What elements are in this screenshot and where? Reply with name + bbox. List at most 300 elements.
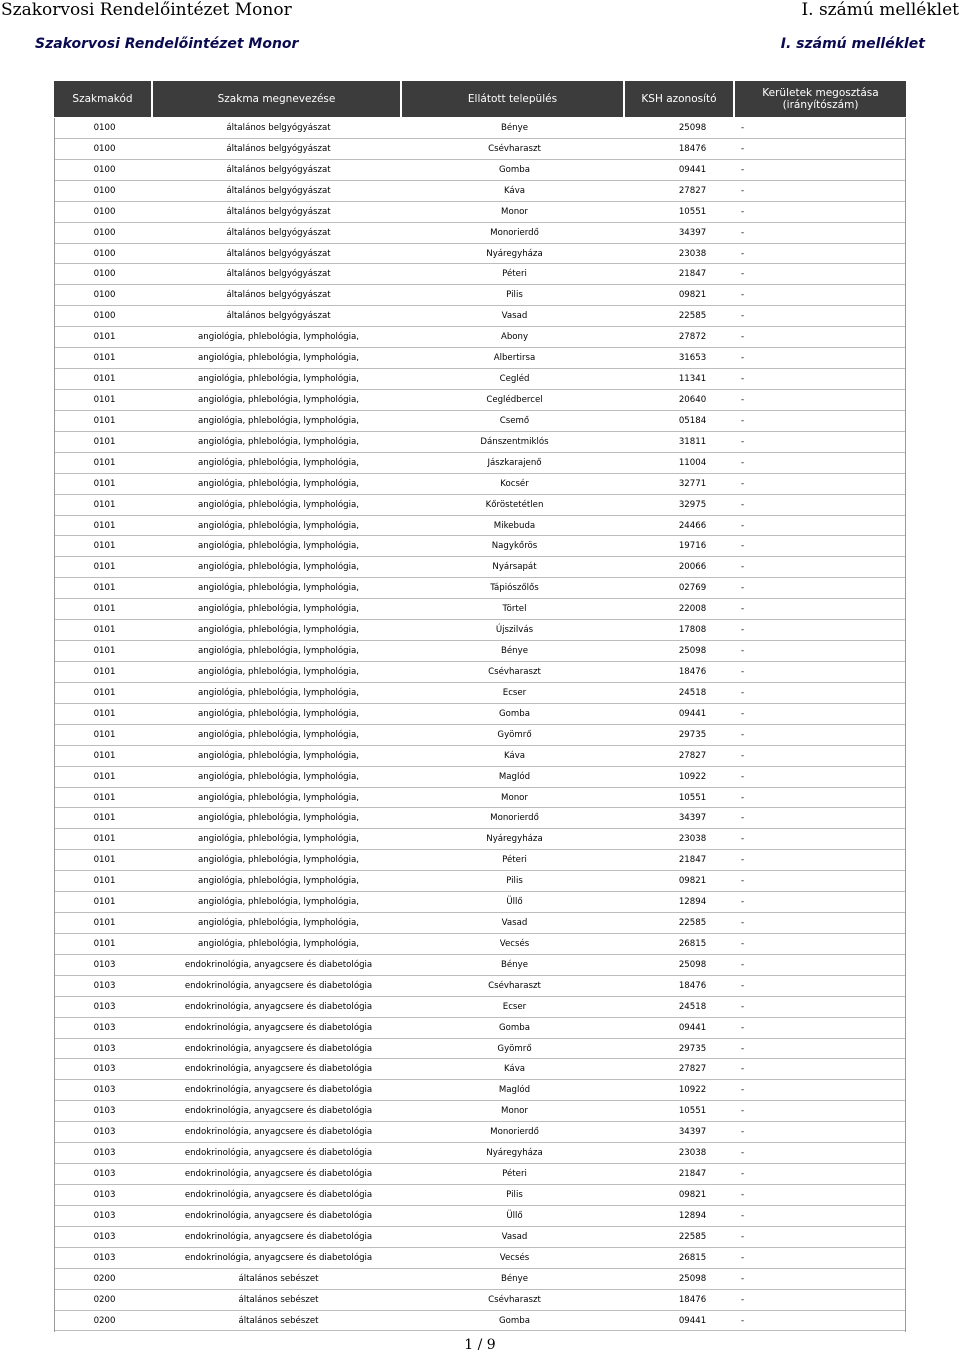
column-header-ksh: KSH azonosító xyxy=(625,81,735,117)
page-number: 1 / 9 xyxy=(464,1337,496,1353)
cell-districts: - xyxy=(741,143,745,154)
cell-specialty: endokrinológia, anyagcsere és diabetológia xyxy=(184,1231,373,1242)
cell-ksh: 10551 xyxy=(678,206,707,217)
cell-code: 0101 xyxy=(93,938,116,949)
table-row xyxy=(55,1039,905,1060)
cell-code: 0101 xyxy=(93,897,116,908)
cell-ksh: 25098 xyxy=(678,646,707,657)
cell-code: 0101 xyxy=(93,457,116,468)
cell-districts: - xyxy=(741,562,745,573)
table-row xyxy=(55,599,905,620)
cell-settlement: Gyömrő xyxy=(497,729,532,740)
cell-specialty: angiológia, phlebológia, lymphológia, xyxy=(197,583,360,594)
cell-settlement: Ecser xyxy=(502,1001,527,1012)
table-row xyxy=(55,934,905,955)
cell-ksh: 09821 xyxy=(678,876,707,887)
table-row xyxy=(55,1269,905,1290)
cell-settlement: Nyársapát xyxy=(492,562,537,573)
cell-districts: - xyxy=(741,269,745,280)
table-header xyxy=(54,81,906,117)
cell-code: 0100 xyxy=(93,227,116,238)
cell-specialty: angiológia, phlebológia, lymphológia, xyxy=(197,918,360,929)
cell-ksh: 27827 xyxy=(678,750,707,761)
cell-ksh: 12894 xyxy=(678,897,707,908)
cell-ksh: 32975 xyxy=(678,499,707,510)
cell-specialty: endokrinológia, anyagcsere és diabetológia xyxy=(184,1210,373,1221)
cell-ksh: 23038 xyxy=(678,248,707,259)
cell-specialty: általános belgyógyászat xyxy=(226,164,331,175)
cell-specialty: angiológia, phlebológia, lymphológia, xyxy=(197,855,360,866)
cell-code: 0103 xyxy=(93,1148,116,1159)
table-row xyxy=(55,578,905,599)
cell-districts: - xyxy=(741,938,745,949)
cell-specialty: endokrinológia, anyagcsere és diabetológia xyxy=(184,1064,373,1075)
cell-settlement: Bénye xyxy=(500,646,528,657)
cell-districts: - xyxy=(741,1022,745,1033)
cell-settlement: Ecser xyxy=(502,687,527,698)
cell-specialty: általános sebészet xyxy=(238,1294,319,1305)
cell-settlement: Maglód xyxy=(498,1085,531,1096)
cell-ksh: 25098 xyxy=(678,1273,707,1284)
cell-specialty: angiológia, phlebológia, lymphológia, xyxy=(197,750,360,761)
cell-ksh: 10922 xyxy=(678,1085,707,1096)
cell-specialty: általános belgyógyászat xyxy=(226,269,331,280)
cell-ksh: 27827 xyxy=(678,185,707,196)
cell-districts: - xyxy=(741,353,745,364)
cell-districts: - xyxy=(741,290,745,301)
table-row xyxy=(55,1248,905,1269)
cell-districts: - xyxy=(741,541,745,552)
cell-specialty: angiológia, phlebológia, lymphológia, xyxy=(197,813,360,824)
cell-code: 0101 xyxy=(93,499,116,510)
table-row xyxy=(55,1143,905,1164)
cell-code: 0200 xyxy=(93,1273,116,1284)
cell-districts: - xyxy=(741,813,745,824)
cell-ksh: 29735 xyxy=(678,1043,707,1054)
cell-settlement: Ceglédbercel xyxy=(486,394,543,405)
cell-specialty: angiológia, phlebológia, lymphológia, xyxy=(197,771,360,782)
cell-code: 0101 xyxy=(93,604,116,615)
cell-districts: - xyxy=(741,1273,745,1284)
table-row xyxy=(55,829,905,850)
cell-specialty: általános belgyógyászat xyxy=(226,290,331,301)
cell-specialty: endokrinológia, anyagcsere és diabetológia xyxy=(184,1190,373,1201)
table-row xyxy=(55,557,905,578)
cell-specialty: angiológia, phlebológia, lymphológia, xyxy=(197,646,360,657)
cell-ksh: 29735 xyxy=(678,729,707,740)
cell-settlement: Gomba xyxy=(498,164,530,175)
cell-code: 0101 xyxy=(93,478,116,489)
cell-districts: - xyxy=(741,876,745,887)
table-row xyxy=(55,474,905,495)
cell-specialty: endokrinológia, anyagcsere és diabetológia xyxy=(184,980,373,991)
table-row xyxy=(55,453,905,474)
cell-settlement: Csévharaszt xyxy=(488,1294,541,1305)
cell-ksh: 05184 xyxy=(678,415,707,426)
cell-settlement: Vasad xyxy=(501,1231,528,1242)
cell-specialty: angiológia, phlebológia, lymphológia, xyxy=(197,457,360,468)
cell-code: 0103 xyxy=(93,1064,116,1075)
cell-ksh: 11004 xyxy=(678,457,707,468)
table-row xyxy=(55,369,905,390)
table-row xyxy=(55,1185,905,1206)
cell-specialty: endokrinológia, anyagcsere és diabetológia xyxy=(184,1043,373,1054)
table-row xyxy=(55,495,905,516)
table-row xyxy=(55,620,905,641)
cell-districts: - xyxy=(741,771,745,782)
cell-ksh: 34397 xyxy=(678,227,707,238)
cell-districts: - xyxy=(741,1085,745,1096)
cell-districts: - xyxy=(741,1127,745,1138)
cell-ksh: 24518 xyxy=(678,1001,707,1012)
cell-settlement: Üllő xyxy=(506,1210,523,1221)
table-row xyxy=(55,641,905,662)
cell-districts: - xyxy=(741,980,745,991)
table-row xyxy=(55,788,905,809)
cell-specialty: endokrinológia, anyagcsere és diabetológia xyxy=(184,1022,373,1033)
cell-settlement: Káva xyxy=(503,185,526,196)
cell-specialty: angiológia, phlebológia, lymphológia, xyxy=(197,876,360,887)
cell-code: 0100 xyxy=(93,206,116,217)
cell-code: 0101 xyxy=(93,374,116,385)
cell-districts: - xyxy=(741,750,745,761)
cell-ksh: 10922 xyxy=(678,771,707,782)
cell-ksh: 23038 xyxy=(678,1148,707,1159)
cell-code: 0103 xyxy=(93,959,116,970)
table-row xyxy=(55,1311,905,1332)
cell-ksh: 09441 xyxy=(678,1022,707,1033)
cell-settlement: Kőröstetétlen xyxy=(485,499,544,510)
cell-settlement: Nagykőrös xyxy=(491,541,538,552)
column-header-settlement: Ellátott település xyxy=(402,81,625,117)
cell-specialty: angiológia, phlebológia, lymphológia, xyxy=(197,499,360,510)
cell-specialty: angiológia, phlebológia, lymphológia, xyxy=(197,374,360,385)
cell-districts: - xyxy=(741,520,745,531)
cell-code: 0101 xyxy=(93,394,116,405)
cell-settlement: Maglód xyxy=(498,771,531,782)
cell-specialty: angiológia, phlebológia, lymphológia, xyxy=(197,562,360,573)
cell-code: 0103 xyxy=(93,1022,116,1033)
table-body xyxy=(54,118,906,1332)
cell-code: 0101 xyxy=(93,520,116,531)
table-row xyxy=(55,976,905,997)
cell-settlement: Nyáregyháza xyxy=(486,1148,543,1159)
cell-settlement: Üllő xyxy=(506,897,523,908)
cell-specialty: angiológia, phlebológia, lymphológia, xyxy=(197,729,360,740)
cell-code: 0101 xyxy=(93,625,116,636)
cell-specialty: általános belgyógyászat xyxy=(226,248,331,259)
cell-districts: - xyxy=(741,1231,745,1242)
cell-code: 0103 xyxy=(93,1043,116,1054)
cell-ksh: 26815 xyxy=(678,938,707,949)
cell-districts: - xyxy=(741,478,745,489)
cell-districts: - xyxy=(741,625,745,636)
cell-ksh: 18476 xyxy=(678,143,707,154)
table-row xyxy=(55,683,905,704)
table-row xyxy=(55,1059,905,1080)
table-row xyxy=(55,223,905,244)
cell-settlement: Csévharaszt xyxy=(488,143,541,154)
table-row xyxy=(55,1018,905,1039)
window-title-strip xyxy=(0,0,960,22)
cell-settlement: Tápiószőlős xyxy=(490,583,539,594)
table-row xyxy=(55,1290,905,1311)
cell-districts: - xyxy=(741,1252,745,1263)
cell-settlement: Csemő xyxy=(499,415,530,426)
cell-code: 0100 xyxy=(93,143,116,154)
cell-districts: - xyxy=(741,332,745,343)
cell-code: 0200 xyxy=(93,1294,116,1305)
cell-code: 0100 xyxy=(93,164,116,175)
cell-ksh: 09441 xyxy=(678,164,707,175)
table-row xyxy=(55,181,905,202)
cell-code: 0103 xyxy=(93,1169,116,1180)
cell-districts: - xyxy=(741,436,745,447)
cell-settlement: Monor xyxy=(501,206,528,217)
cell-code: 0101 xyxy=(93,750,116,761)
cell-code: 0103 xyxy=(93,1106,116,1117)
cell-specialty: endokrinológia, anyagcsere és diabetológia xyxy=(184,1169,373,1180)
cell-settlement: Gomba xyxy=(498,1315,530,1326)
cell-code: 0101 xyxy=(93,436,116,447)
cell-districts: - xyxy=(741,164,745,175)
table-row xyxy=(55,411,905,432)
cell-specialty: általános belgyógyászat xyxy=(226,143,331,154)
cell-specialty: általános belgyógyászat xyxy=(226,311,331,322)
table-row xyxy=(55,1164,905,1185)
table-row xyxy=(55,348,905,369)
cell-settlement: Nyáregyháza xyxy=(486,834,543,845)
cell-code: 0101 xyxy=(93,562,116,573)
cell-districts: - xyxy=(741,855,745,866)
cell-settlement: Újszilvás xyxy=(495,625,534,636)
cell-code: 0103 xyxy=(93,1231,116,1242)
cell-code: 0101 xyxy=(93,666,116,677)
cell-code: 0101 xyxy=(93,771,116,782)
cell-settlement: Péteri xyxy=(502,1169,527,1180)
cell-code: 0101 xyxy=(93,813,116,824)
cell-districts: - xyxy=(741,415,745,426)
cell-ksh: 21847 xyxy=(678,1169,707,1180)
table-row xyxy=(55,202,905,223)
cell-specialty: angiológia, phlebológia, lymphológia, xyxy=(197,415,360,426)
cell-districts: - xyxy=(741,394,745,405)
cell-code: 0100 xyxy=(93,185,116,196)
cell-code: 0100 xyxy=(93,123,116,133)
cell-settlement: Péteri xyxy=(502,269,527,280)
cell-ksh: 34397 xyxy=(678,1127,707,1138)
table-row xyxy=(55,139,905,160)
cell-specialty: angiológia, phlebológia, lymphológia, xyxy=(197,666,360,677)
cell-specialty: angiológia, phlebológia, lymphológia, xyxy=(197,897,360,908)
table-row xyxy=(55,516,905,537)
cell-ksh: 22008 xyxy=(678,604,707,615)
table-row xyxy=(55,1122,905,1143)
cell-settlement: Bénye xyxy=(500,123,528,133)
cell-ksh: 27827 xyxy=(678,1064,707,1075)
cell-specialty: endokrinológia, anyagcsere és diabetológia xyxy=(184,1252,373,1263)
cell-specialty: általános belgyógyászat xyxy=(226,123,331,133)
cell-districts: - xyxy=(741,959,745,970)
cell-settlement: Gomba xyxy=(498,708,530,719)
window-title-right: I. számú melléklet xyxy=(801,0,959,20)
cell-ksh: 10551 xyxy=(678,1106,707,1117)
cell-code: 0101 xyxy=(93,541,116,552)
table-row xyxy=(55,264,905,285)
cell-settlement: Pilis xyxy=(506,1190,523,1201)
cell-code: 0101 xyxy=(93,834,116,845)
cell-districts: - xyxy=(741,897,745,908)
cell-districts: - xyxy=(741,1043,745,1054)
cell-specialty: endokrinológia, anyagcsere és diabetológia xyxy=(184,1106,373,1117)
cell-specialty: endokrinológia, anyagcsere és diabetológia xyxy=(184,1148,373,1159)
table-row xyxy=(55,746,905,767)
cell-specialty: angiológia, phlebológia, lymphológia, xyxy=(197,625,360,636)
cell-specialty: angiológia, phlebológia, lymphológia, xyxy=(197,353,360,364)
cell-ksh: 23038 xyxy=(678,834,707,845)
table-row xyxy=(55,892,905,913)
cell-specialty: általános sebészet xyxy=(238,1273,319,1284)
cell-ksh: 22585 xyxy=(678,1231,707,1242)
cell-settlement: Monorierdő xyxy=(490,227,539,238)
table-row xyxy=(55,306,905,327)
annex-label: I. számú melléklet xyxy=(780,36,925,52)
cell-code: 0200 xyxy=(93,1315,116,1326)
cell-districts: - xyxy=(741,185,745,196)
cell-ksh: 12894 xyxy=(678,1210,707,1221)
table-row xyxy=(55,160,905,181)
cell-settlement: Pilis xyxy=(506,876,523,887)
cell-specialty: angiológia, phlebológia, lymphológia, xyxy=(197,938,360,949)
cell-districts: - xyxy=(741,1001,745,1012)
cell-districts: - xyxy=(741,583,745,594)
cell-specialty: általános belgyógyászat xyxy=(226,227,331,238)
cell-districts: - xyxy=(741,666,745,677)
cell-ksh: 18476 xyxy=(678,666,707,677)
cell-code: 0100 xyxy=(93,248,116,259)
table-row xyxy=(55,808,905,829)
cell-specialty: angiológia, phlebológia, lymphológia, xyxy=(197,687,360,698)
cell-settlement: Monorierdő xyxy=(490,813,539,824)
cell-ksh: 34397 xyxy=(678,813,707,824)
table-row xyxy=(55,1101,905,1122)
table-row xyxy=(55,662,905,683)
cell-settlement: Gomba xyxy=(498,1022,530,1033)
cell-code: 0103 xyxy=(93,1210,116,1221)
cell-code: 0101 xyxy=(93,415,116,426)
cell-ksh: 22585 xyxy=(678,311,707,322)
cell-code: 0101 xyxy=(93,855,116,866)
cell-settlement: Monorierdő xyxy=(490,1127,539,1138)
cell-ksh: 02769 xyxy=(678,583,707,594)
cell-code: 0103 xyxy=(93,1190,116,1201)
table-row xyxy=(55,244,905,265)
cell-ksh: 20066 xyxy=(678,562,707,573)
cell-specialty: angiológia, phlebológia, lymphológia, xyxy=(197,394,360,405)
cell-districts: - xyxy=(741,918,745,929)
cell-districts: - xyxy=(741,1106,745,1117)
cell-ksh: 27872 xyxy=(678,332,707,343)
table-row xyxy=(55,1206,905,1227)
cell-ksh: 17808 xyxy=(678,625,707,636)
cell-code: 0101 xyxy=(93,332,116,343)
cell-ksh: 09441 xyxy=(678,1315,707,1326)
cell-specialty: angiológia, phlebológia, lymphológia, xyxy=(197,520,360,531)
cell-districts: - xyxy=(741,1169,745,1180)
cell-districts: - xyxy=(741,1210,745,1221)
cell-settlement: Törtel xyxy=(502,604,527,615)
cell-districts: - xyxy=(741,729,745,740)
cell-ksh: 18476 xyxy=(678,1294,707,1305)
column-header-code: Szakmakód xyxy=(54,81,153,117)
table-row xyxy=(55,1227,905,1248)
cell-settlement: Káva xyxy=(503,750,526,761)
cell-code: 0103 xyxy=(93,1085,116,1096)
cell-code: 0101 xyxy=(93,729,116,740)
cell-specialty: angiológia, phlebológia, lymphológia, xyxy=(197,332,360,343)
document-header xyxy=(0,34,960,56)
cell-ksh: 21847 xyxy=(678,269,707,280)
table-row xyxy=(55,913,905,934)
cell-ksh: 18476 xyxy=(678,980,707,991)
cell-settlement: Bénye xyxy=(500,1273,528,1284)
cell-settlement: Monor xyxy=(501,792,528,803)
cell-districts: - xyxy=(741,499,745,510)
cell-code: 0101 xyxy=(93,918,116,929)
cell-specialty: endokrinológia, anyagcsere és diabetológia xyxy=(184,1001,373,1012)
cell-settlement: Albertirsa xyxy=(493,353,536,364)
cell-settlement: Monor xyxy=(501,1106,528,1117)
cell-districts: - xyxy=(741,374,745,385)
cell-ksh: 20640 xyxy=(678,394,707,405)
cell-ksh: 25098 xyxy=(678,959,707,970)
table-row xyxy=(55,850,905,871)
cell-districts: - xyxy=(741,311,745,322)
cell-ksh: 26815 xyxy=(678,1252,707,1263)
cell-settlement: Vecsés xyxy=(499,938,530,949)
cell-specialty: endokrinológia, anyagcsere és diabetológia xyxy=(184,1085,373,1096)
column-header-specialty: Szakma megnevezése xyxy=(153,81,402,117)
cell-specialty: angiológia, phlebológia, lymphológia, xyxy=(197,604,360,615)
cell-settlement: Vecsés xyxy=(499,1252,530,1263)
cell-ksh: 11341 xyxy=(678,374,707,385)
cell-code: 0101 xyxy=(93,583,116,594)
cell-ksh: 31653 xyxy=(678,353,707,364)
cell-specialty: angiológia, phlebológia, lymphológia, xyxy=(197,708,360,719)
cell-districts: - xyxy=(741,646,745,657)
cell-code: 0103 xyxy=(93,1252,116,1263)
cell-ksh: 09821 xyxy=(678,1190,707,1201)
cell-ksh: 21847 xyxy=(678,855,707,866)
cell-specialty: angiológia, phlebológia, lymphológia, xyxy=(197,478,360,489)
cell-districts: - xyxy=(741,1315,745,1326)
cell-code: 0101 xyxy=(93,708,116,719)
cell-settlement: Vasad xyxy=(501,311,528,322)
column-header-districts: Kerületek megosztása (irányítószám) xyxy=(762,87,879,111)
cell-code: 0100 xyxy=(93,290,116,301)
cell-settlement: Bénye xyxy=(500,959,528,970)
cell-ksh: 24518 xyxy=(678,687,707,698)
cell-settlement: Nyáregyháza xyxy=(486,248,543,259)
cell-settlement: Pilis xyxy=(506,290,523,301)
table-row xyxy=(55,997,905,1018)
cell-districts: - xyxy=(741,834,745,845)
cell-code: 0100 xyxy=(93,311,116,322)
cell-ksh: 24466 xyxy=(678,520,707,531)
cell-districts: - xyxy=(741,123,745,133)
cell-specialty: általános sebészet xyxy=(238,1315,319,1326)
cell-settlement: Kocsér xyxy=(500,478,529,489)
